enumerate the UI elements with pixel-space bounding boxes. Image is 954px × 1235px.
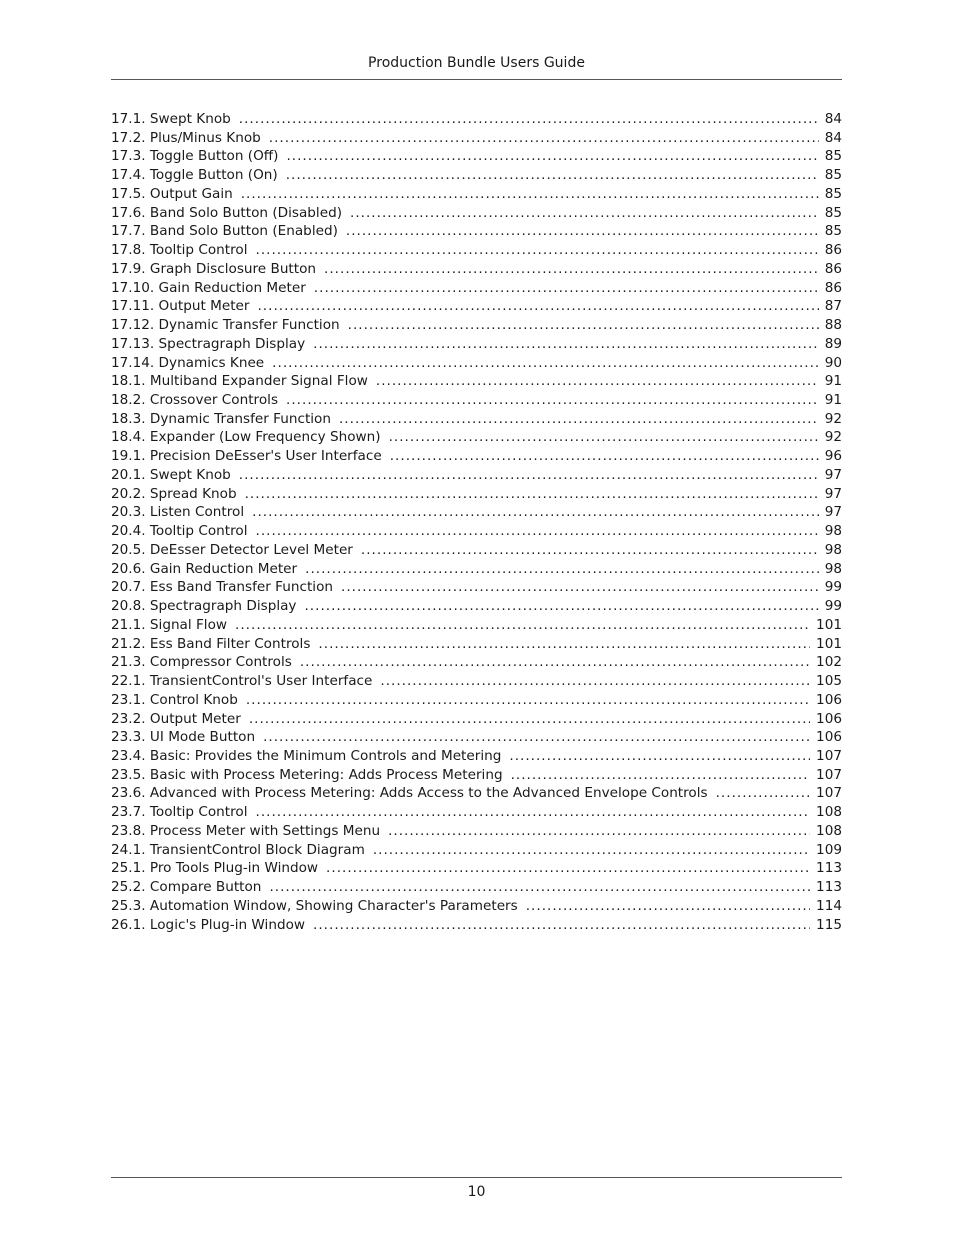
toc-entry-page: 98 <box>824 560 842 577</box>
toc-entry-title: 23.1. Control Knob <box>111 691 238 708</box>
toc-entry[interactable] <box>111 185 842 204</box>
toc-entry-page: 92 <box>824 410 842 427</box>
dot-leader <box>256 522 819 541</box>
dot-leader <box>390 447 819 466</box>
dot-leader <box>263 728 810 747</box>
dot-leader <box>373 841 810 860</box>
toc-entry-page: 113 <box>816 860 842 877</box>
toc-entry[interactable] <box>111 916 842 935</box>
toc-entry-page: 107 <box>816 785 842 802</box>
toc-entry-title: 17.11. Output Meter <box>111 298 250 315</box>
toc-entry[interactable] <box>111 841 842 860</box>
list-of-figures <box>111 110 842 934</box>
toc-entry-page: 92 <box>824 429 842 446</box>
dot-leader <box>388 822 810 841</box>
toc-entry-page: 114 <box>816 897 842 914</box>
toc-entry-title: 21.1. Signal Flow <box>111 616 228 633</box>
toc-entry-title: 23.6. Advanced with Process Metering: Adds Access to the Advanced Envelope Controls <box>111 785 708 802</box>
toc-entry[interactable] <box>111 279 842 298</box>
dot-leader <box>235 616 810 635</box>
toc-entry-page: 91 <box>824 373 842 390</box>
toc-entry-title: 23.4. Basic: Provides the Minimum Controls and Metering <box>111 747 502 764</box>
dot-leader <box>350 204 819 223</box>
toc-entry-page: 85 <box>824 148 842 165</box>
dot-leader <box>286 166 819 185</box>
toc-entry-title: 23.8. Process Meter with Settings Menu <box>111 822 381 839</box>
toc-entry[interactable] <box>111 166 842 185</box>
toc-entry[interactable] <box>111 897 842 916</box>
toc-entry-page: 97 <box>824 466 842 483</box>
toc-entry-title: 20.1. Swept Knob <box>111 466 231 483</box>
toc-entry[interactable] <box>111 110 842 129</box>
dot-leader <box>286 391 819 410</box>
toc-entry[interactable] <box>111 672 842 691</box>
toc-entry-page: 102 <box>816 654 842 671</box>
toc-entry-title: 18.2. Crossover Controls <box>111 392 279 409</box>
toc-entry-page: 84 <box>824 111 842 127</box>
toc-entry-page: 107 <box>816 747 842 764</box>
dot-leader <box>339 410 819 429</box>
toc-entry[interactable] <box>111 859 842 878</box>
toc-entry[interactable] <box>111 485 842 504</box>
toc-entry[interactable] <box>111 260 842 279</box>
dot-leader <box>348 316 819 335</box>
toc-entry-title: 20.5. DeEsser Detector Level Meter <box>111 541 353 558</box>
toc-entry-page: 88 <box>824 317 842 334</box>
toc-entry-page: 99 <box>824 598 842 615</box>
toc-entry-title: 21.2. Ess Band Filter Controls <box>111 635 311 652</box>
toc-entry-title: 21.3. Compressor Controls <box>111 654 292 671</box>
toc-entry-page: 91 <box>824 392 842 409</box>
dot-leader <box>257 297 818 316</box>
toc-entry[interactable] <box>111 335 842 354</box>
toc-entry-page: 86 <box>824 279 842 296</box>
toc-entry[interactable] <box>111 522 842 541</box>
dot-leader <box>239 466 819 485</box>
running-header <box>111 53 842 80</box>
toc-entry-page: 105 <box>816 673 842 690</box>
toc-entry-title: 26.1. Logic's Plug-in Window <box>111 916 306 933</box>
toc-entry-title: 20.8. Spectragraph Display <box>111 598 297 615</box>
toc-entry-page: 84 <box>824 129 842 146</box>
dot-leader <box>361 541 819 560</box>
toc-entry-page: 101 <box>816 616 842 633</box>
toc-entry[interactable] <box>111 878 842 897</box>
toc-entry-page: 109 <box>816 841 842 858</box>
toc-entry[interactable] <box>111 597 842 616</box>
toc-entry-page: 106 <box>816 710 842 727</box>
dot-leader <box>305 560 819 579</box>
toc-entry[interactable] <box>111 222 842 241</box>
toc-entry-page: 87 <box>824 298 842 315</box>
dot-leader <box>716 784 810 803</box>
toc-entry-page: 90 <box>824 354 842 371</box>
dot-leader <box>246 691 810 710</box>
toc-entry-title: 18.4. Expander (Low Frequency Shown) <box>111 429 381 446</box>
dot-leader <box>256 803 811 822</box>
toc-entry-title: 22.1. TransientControl's User Interface <box>111 673 373 690</box>
toc-entry[interactable] <box>111 372 842 391</box>
toc-entry-title: 24.1. TransientControl Block Diagram <box>111 841 365 858</box>
dot-leader <box>346 222 819 241</box>
toc-entry-page: 99 <box>824 579 842 596</box>
toc-entry-page: 106 <box>816 691 842 708</box>
dot-leader <box>241 185 819 204</box>
toc-entry-title: 17.6. Band Solo Button (Disabled) <box>111 204 343 221</box>
dot-leader <box>318 635 810 654</box>
toc-entry[interactable] <box>111 784 842 803</box>
dot-leader <box>256 241 819 260</box>
toc-entry-title: 17.12. Dynamic Transfer Function <box>111 317 340 334</box>
toc-entry-title: 25.1. Pro Tools Plug-in Window <box>111 860 319 877</box>
toc-entry[interactable] <box>111 803 842 822</box>
toc-entry-title: 17.5. Output Gain <box>111 185 233 202</box>
page-number: 10 <box>467 1184 486 1200</box>
toc-entry-page: 98 <box>824 523 842 540</box>
toc-entry[interactable] <box>111 391 842 410</box>
toc-entry-page: 98 <box>824 541 842 558</box>
toc-entry-title: 17.8. Tooltip Control <box>111 242 248 259</box>
dot-leader <box>249 710 810 729</box>
toc-entry-page: 86 <box>824 242 842 259</box>
toc-entry-title: 17.4. Toggle Button (On) <box>111 167 278 184</box>
dot-leader <box>509 747 810 766</box>
toc-entry-page: 115 <box>816 916 842 933</box>
toc-entry-title: 17.10. Gain Reduction Meter <box>111 279 306 296</box>
dot-leader <box>272 354 819 373</box>
toc-entry[interactable] <box>111 129 842 148</box>
toc-entry-page: 89 <box>824 335 842 352</box>
toc-entry-title: 19.1. Precision DeEsser's User Interface <box>111 448 382 465</box>
toc-entry-title: 25.2. Compare Button <box>111 879 262 896</box>
toc-entry-title: 17.7. Band Solo Button (Enabled) <box>111 223 338 240</box>
toc-entry[interactable] <box>111 766 842 785</box>
toc-entry[interactable] <box>111 354 842 373</box>
toc-entry-page: 108 <box>816 804 842 821</box>
toc-entry-title: 17.1. Swept Knob <box>111 111 231 127</box>
toc-entry-page: 86 <box>824 260 842 277</box>
toc-entry[interactable] <box>111 447 842 466</box>
dot-leader <box>269 129 819 148</box>
dot-leader <box>313 335 819 354</box>
toc-entry-page: 107 <box>816 766 842 783</box>
dot-leader <box>313 916 810 935</box>
toc-entry[interactable] <box>111 710 842 729</box>
toc-entry[interactable] <box>111 466 842 485</box>
dot-leader <box>526 897 810 916</box>
dot-leader <box>380 672 810 691</box>
toc-entry-page: 97 <box>824 485 842 502</box>
dot-leader <box>389 428 819 447</box>
toc-entry[interactable] <box>111 728 842 747</box>
toc-entry[interactable] <box>111 428 842 447</box>
toc-entry-page: 85 <box>824 167 842 184</box>
dot-leader <box>286 147 818 166</box>
dot-leader <box>324 260 819 279</box>
toc-entry-title: 23.5. Basic with Process Metering: Adds Process Metering <box>111 766 503 783</box>
toc-entry-title: 17.13. Spectragraph Display <box>111 335 306 352</box>
dot-leader <box>511 766 810 785</box>
toc-entry-title: 17.14. Dynamics Knee <box>111 354 265 371</box>
toc-entry-page: 85 <box>824 223 842 240</box>
toc-entry[interactable] <box>111 653 842 672</box>
toc-entry-page: 85 <box>824 204 842 221</box>
dot-leader <box>304 597 818 616</box>
running-footer <box>111 1177 842 1202</box>
toc-entry[interactable] <box>111 541 842 560</box>
dot-leader <box>314 279 819 298</box>
dot-leader <box>376 372 819 391</box>
toc-entry[interactable] <box>111 147 842 166</box>
toc-entry-title: 20.3. Listen Control <box>111 504 245 521</box>
toc-entry-page: 113 <box>816 879 842 896</box>
dot-leader <box>326 859 810 878</box>
toc-entry[interactable] <box>111 578 842 597</box>
toc-entry[interactable] <box>111 297 842 316</box>
toc-entry-title: 17.2. Plus/Minus Knob <box>111 129 261 146</box>
toc-entry[interactable] <box>111 241 842 260</box>
toc-entry-page: 101 <box>816 635 842 652</box>
dot-leader <box>341 578 819 597</box>
toc-entry-page: 108 <box>816 822 842 839</box>
document-title: Production Bundle Users Guide <box>368 55 585 71</box>
toc-entry-page: 97 <box>824 504 842 521</box>
toc-entry[interactable] <box>111 691 842 710</box>
dot-leader <box>252 503 819 522</box>
toc-entry[interactable] <box>111 560 842 579</box>
toc-entry[interactable] <box>111 747 842 766</box>
toc-entry[interactable] <box>111 204 842 223</box>
toc-entry[interactable] <box>111 316 842 335</box>
dot-leader <box>245 485 819 504</box>
toc-entry-title: 20.2. Spread Knob <box>111 485 237 502</box>
toc-entry[interactable] <box>111 822 842 841</box>
toc-entry[interactable] <box>111 410 842 429</box>
toc-entry-title: 17.9. Graph Disclosure Button <box>111 260 317 277</box>
dot-leader <box>300 653 810 672</box>
toc-entry[interactable] <box>111 616 842 635</box>
toc-entry-title: 23.3. UI Mode Button <box>111 729 256 746</box>
toc-entry-title: 23.7. Tooltip Control <box>111 804 248 821</box>
toc-entry-page: 106 <box>816 729 842 746</box>
toc-entry-title: 17.3. Toggle Button (Off) <box>111 148 279 165</box>
dot-leader <box>239 110 819 129</box>
toc-entry-page: 96 <box>824 448 842 465</box>
toc-entry-title: 20.6. Gain Reduction Meter <box>111 560 298 577</box>
toc-entry-title: 25.3. Automation Window, Showing Character's Parameters <box>111 897 518 914</box>
toc-entry-title: 20.7. Ess Band Transfer Function <box>111 579 334 596</box>
toc-entry-title: 20.4. Tooltip Control <box>111 523 248 540</box>
toc-entry[interactable] <box>111 635 842 654</box>
toc-entry-title: 23.2. Output Meter <box>111 710 241 727</box>
toc-entry[interactable] <box>111 503 842 522</box>
dot-leader <box>269 878 810 897</box>
toc-entry-title: 18.3. Dynamic Transfer Function <box>111 410 331 427</box>
toc-entry-page: 85 <box>824 185 842 202</box>
toc-entry-title: 18.1. Multiband Expander Signal Flow <box>111 373 368 390</box>
